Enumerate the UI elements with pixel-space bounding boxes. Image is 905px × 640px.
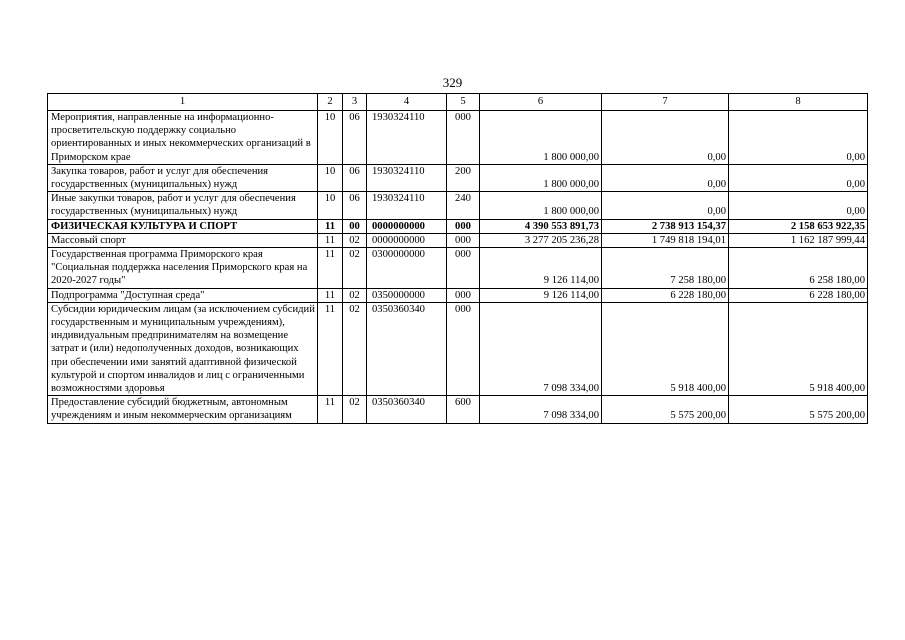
amount-col8-cell: 0,00 <box>729 164 868 191</box>
subsection-code-cell: 00 <box>343 219 367 233</box>
amount-col7-cell: 0,00 <box>602 164 729 191</box>
subsection-code-cell: 06 <box>343 164 367 191</box>
amount-col7-cell: 5 918 400,00 <box>602 302 729 395</box>
table-row <box>48 248 868 289</box>
amount-col6-cell: 3 277 205 236,28 <box>480 233 602 247</box>
table-row <box>48 396 868 423</box>
section-code-cell: 11 <box>318 302 343 395</box>
target-code-cell: 1930324110 <box>367 164 447 191</box>
amount-col8-cell: 2 158 653 922,35 <box>729 219 868 233</box>
row-name-cell: Массовый спорт <box>48 233 318 247</box>
amount-col6-cell: 1 800 000,00 <box>480 111 602 165</box>
table-row <box>48 111 868 165</box>
amount-col8-cell: 1 162 187 999,44 <box>729 233 868 247</box>
header-cell: 3 <box>343 94 367 111</box>
expense-type-cell: 000 <box>447 302 480 395</box>
expense-type-cell: 000 <box>447 111 480 165</box>
amount-col6-cell: 1 800 000,00 <box>480 164 602 191</box>
row-name-cell: Государственная программа Приморского края "Социальная поддержка населения Приморского края на 2020-2027 годы" <box>48 248 318 289</box>
expense-type-cell: 600 <box>447 396 480 423</box>
target-code-cell: 1930324110 <box>367 192 447 219</box>
header-cell: 2 <box>318 94 343 111</box>
subsection-code-cell: 06 <box>343 111 367 165</box>
amount-col7-cell: 1 749 818 194,01 <box>602 233 729 247</box>
subsection-code-cell: 02 <box>343 288 367 302</box>
amount-col7-cell: 0,00 <box>602 111 729 165</box>
expense-type-cell: 000 <box>447 288 480 302</box>
row-name-cell: Предоставление субсидий бюджетным, автономным учреждениям и иным некоммерческим организациям <box>48 396 318 423</box>
target-code-cell: 0350360340 <box>367 396 447 423</box>
amount-col8-cell: 5 575 200,00 <box>729 396 868 423</box>
amount-col8-cell: 6 258 180,00 <box>729 248 868 289</box>
section-code-cell: 10 <box>318 164 343 191</box>
amount-col8-cell: 0,00 <box>729 111 868 165</box>
header-cell: 5 <box>447 94 480 111</box>
amount-col7-cell: 7 258 180,00 <box>602 248 729 289</box>
target-code-cell: 0350000000 <box>367 288 447 302</box>
section-code-cell: 11 <box>318 396 343 423</box>
expense-type-cell: 200 <box>447 164 480 191</box>
target-code-cell: 1930324110 <box>367 111 447 165</box>
expense-type-cell: 000 <box>447 219 480 233</box>
subsection-code-cell: 02 <box>343 233 367 247</box>
section-code-cell: 11 <box>318 248 343 289</box>
row-name-cell: Иные закупки товаров, работ и услуг для обеспечения государственных (муниципальных) нужд <box>48 192 318 219</box>
amount-col8-cell: 5 918 400,00 <box>729 302 868 395</box>
subsection-code-cell: 02 <box>343 302 367 395</box>
amount-col6-cell: 9 126 114,00 <box>480 248 602 289</box>
section-code-cell: 11 <box>318 219 343 233</box>
amount-col6-cell: 7 098 334,00 <box>480 302 602 395</box>
header-cell: 4 <box>367 94 447 111</box>
amount-col7-cell: 5 575 200,00 <box>602 396 729 423</box>
amount-col7-cell: 0,00 <box>602 192 729 219</box>
row-name-cell: Закупка товаров, работ и услуг для обеспечения государственных (муниципальных) нужд <box>48 164 318 191</box>
header-cell: 1 <box>48 94 318 111</box>
header-cell: 7 <box>602 94 729 111</box>
expense-type-cell: 000 <box>447 233 480 247</box>
table-row <box>48 302 868 395</box>
section-code-cell: 10 <box>318 192 343 219</box>
header-cell: 8 <box>729 94 868 111</box>
amount-col6-cell: 9 126 114,00 <box>480 288 602 302</box>
table-row <box>48 164 868 191</box>
section-code-cell: 11 <box>318 233 343 247</box>
amount-col8-cell: 6 228 180,00 <box>729 288 868 302</box>
amount-col6-cell: 4 390 553 891,73 <box>480 219 602 233</box>
amount-col8-cell: 0,00 <box>729 192 868 219</box>
section-code-cell: 11 <box>318 288 343 302</box>
amount-col6-cell: 1 800 000,00 <box>480 192 602 219</box>
target-code-cell: 0300000000 <box>367 248 447 289</box>
row-name-cell: Субсидии юридическим лицам (за исключением субсидий государственным и муниципальным учреждениям), индивидуальным предпринимателям на возмещение затрат и (или) недополученных доходов, возникающих при обеспечении ими занятий адаптивной физической культурой и спортом инвалидов и лиц с ограниченными возможностями здоровья <box>48 302 318 395</box>
table-row <box>48 288 868 302</box>
amount-col7-cell: 6 228 180,00 <box>602 288 729 302</box>
expense-type-cell: 240 <box>447 192 480 219</box>
subsection-code-cell: 06 <box>343 192 367 219</box>
budget-table <box>47 93 868 424</box>
target-code-cell: 0000000000 <box>367 233 447 247</box>
table-row <box>48 233 868 247</box>
row-name-cell: Подпрограмма "Доступная среда" <box>48 288 318 302</box>
table-header-row <box>48 94 868 111</box>
header-cell: 6 <box>480 94 602 111</box>
amount-col7-cell: 2 738 913 154,37 <box>602 219 729 233</box>
subsection-code-cell: 02 <box>343 396 367 423</box>
expense-type-cell: 000 <box>447 248 480 289</box>
target-code-cell: 0350360340 <box>367 302 447 395</box>
page-number: 329 <box>442 75 463 90</box>
amount-col6-cell: 7 098 334,00 <box>480 396 602 423</box>
row-name-cell: Мероприятия, направленные на информационно-просветительскую поддержку социально ориентированных и иных некоммерческих организаций в Приморском крае <box>48 111 318 165</box>
table-row <box>48 192 868 219</box>
subsection-code-cell: 02 <box>343 248 367 289</box>
target-code-cell: 0000000000 <box>367 219 447 233</box>
table-row <box>48 219 868 233</box>
row-name-cell: ФИЗИЧЕСКАЯ КУЛЬТУРА И СПОРТ <box>48 219 318 233</box>
section-code-cell: 10 <box>318 111 343 165</box>
